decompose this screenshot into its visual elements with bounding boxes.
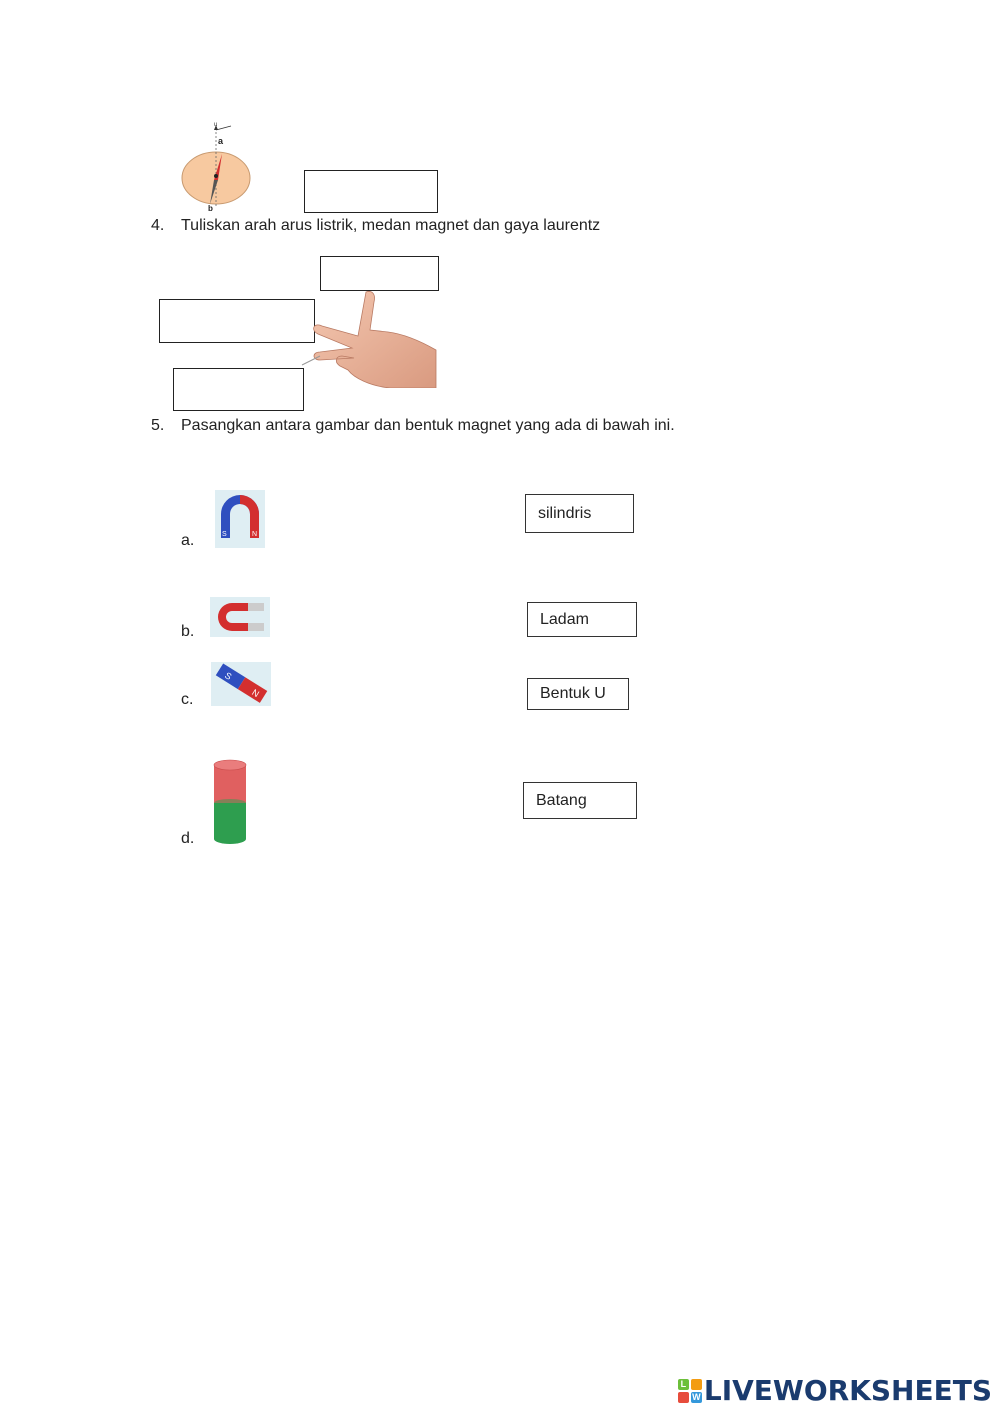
option-label: Batang bbox=[536, 791, 587, 809]
pole-n-label: N bbox=[250, 687, 262, 700]
liveworksheets-logo bbox=[678, 1374, 992, 1407]
question-text: Tuliskan arah arus listrik, medan magnet dan gaya laurentz bbox=[181, 217, 601, 234]
question-number: 5. bbox=[151, 417, 165, 434]
question-5 bbox=[151, 417, 851, 439]
hand-icon bbox=[300, 290, 437, 388]
compass-label-a: a bbox=[218, 136, 224, 146]
logo-icon: L W bbox=[678, 1379, 702, 1403]
q4-answer-input-left[interactable] bbox=[159, 299, 315, 343]
item-label-b: b. bbox=[181, 623, 195, 640]
cylinder-magnet-icon bbox=[212, 757, 248, 845]
compass-label-b: b bbox=[208, 204, 213, 213]
horseshoe-magnet-icon bbox=[210, 597, 270, 637]
logo-text: LIVEWORKSHEETS bbox=[703, 1374, 992, 1407]
pole-s-label: S bbox=[223, 670, 234, 682]
u-magnet-blue-red-icon bbox=[215, 490, 265, 548]
compass-icon bbox=[176, 118, 256, 213]
hand-illustration bbox=[300, 290, 437, 388]
pole-s-label: S bbox=[222, 531, 227, 538]
item-label-c: c. bbox=[181, 691, 194, 708]
pole-n-label: N bbox=[252, 531, 258, 538]
q3-answer-input[interactable] bbox=[304, 170, 438, 213]
option-label: Bentuk U bbox=[540, 685, 606, 702]
compass-figure bbox=[176, 118, 256, 213]
q4-answer-input-bottom[interactable] bbox=[173, 368, 304, 411]
option-silindris[interactable] bbox=[525, 494, 634, 533]
option-label: silindris bbox=[538, 504, 592, 522]
option-bentuk-u[interactable] bbox=[527, 678, 629, 710]
option-ladam[interactable] bbox=[527, 602, 637, 637]
bar-magnet-icon bbox=[211, 662, 271, 706]
compass-label-u: u bbox=[214, 122, 218, 128]
question-4 bbox=[151, 217, 851, 239]
item-label-d: d. bbox=[181, 830, 195, 847]
option-label: Ladam bbox=[540, 610, 589, 628]
item-label-a: a. bbox=[181, 532, 195, 549]
question-number: 4. bbox=[151, 217, 165, 234]
q4-answer-input-top[interactable] bbox=[320, 256, 439, 291]
option-batang[interactable] bbox=[523, 782, 637, 819]
question-text: Pasangkan antara gambar dan bentuk magnet yang ada di bawah ini. bbox=[181, 417, 675, 434]
